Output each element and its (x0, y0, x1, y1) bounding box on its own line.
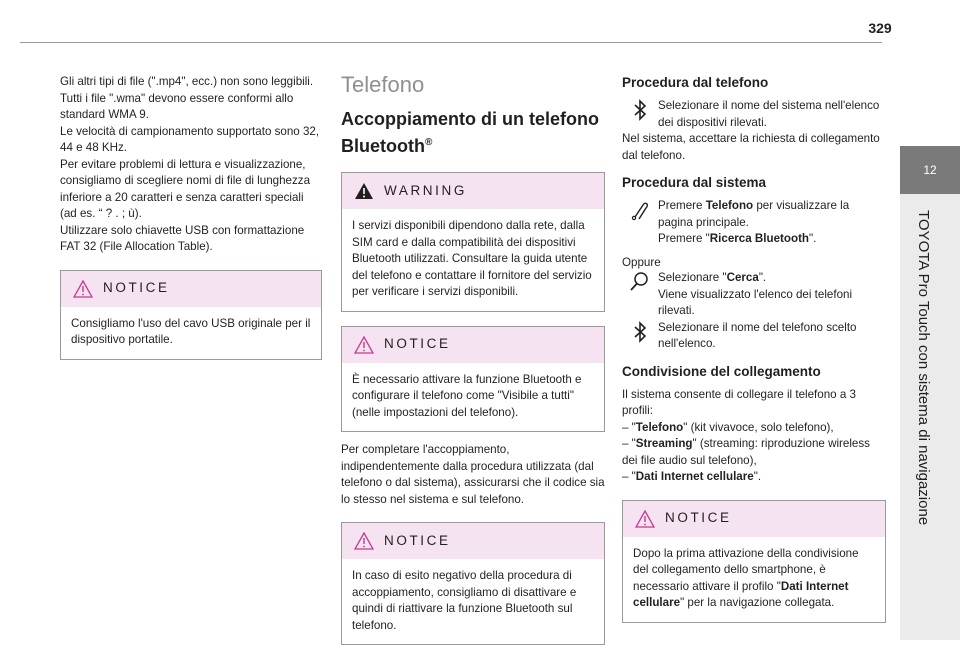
phone-step (622, 98, 886, 131)
touch-finger-icon (629, 199, 651, 221)
intro-line: Gli altri tipi di file (".mp4", ecc.) non sono leggibili. (60, 75, 314, 88)
step-bold: Cerca (726, 271, 759, 284)
warning-triangle-icon (354, 182, 374, 200)
profile-name: Telefono (635, 420, 684, 434)
notice-box (60, 270, 322, 360)
profile-dash: – " (622, 437, 636, 450)
intro-line: Tutti i file ".wma" devono essere conformi allo standard WMA 9. (60, 91, 294, 121)
notice-triangle-icon (354, 336, 374, 354)
notice-header (342, 523, 604, 559)
profile-name: Dati Internet cellulare (635, 470, 754, 483)
notice-text-bold: Dati Internet cellulare (633, 579, 849, 609)
share-intro: Il sistema consente di collegare il telefono a 3 profili: (622, 387, 856, 417)
notice-title: NOTICE (103, 280, 170, 296)
step-text: ". (758, 271, 767, 284)
column-1 (60, 74, 322, 360)
notice-box (341, 522, 605, 645)
section-title: Telefono (341, 72, 425, 97)
system-procedure-heading: Procedura dal sistema (622, 175, 767, 190)
notice-triangle-icon (73, 280, 93, 298)
warning-title: WARNING (384, 182, 467, 198)
notice-text (623, 537, 885, 622)
step-text: Premere " (658, 232, 710, 245)
warning-text: I servizi disponibili dipendono dalla rete, dalla SIM card e dalla compatibilità dei dispositivi Bluetooth utilizzati. Consultare la guida utente del telefono e contattare il fornitore del servizio per verificare i servizi disponibili. (352, 219, 592, 298)
step-text: Selezionare " (658, 271, 727, 284)
step-text: Premere (658, 199, 706, 212)
notice-text-part: Dopo la prima attivazione della condivisione del collegamento dello smartphone, è necessario attivare il profilo " (633, 546, 859, 593)
profile-dash: – " (622, 470, 636, 483)
share-heading: Condivisione del collegamento (622, 363, 821, 379)
select-phone-step (622, 320, 886, 353)
notice-triangle-icon (635, 510, 655, 528)
step-bold: Ricerca Bluetooth (709, 232, 810, 245)
warning-header (342, 173, 604, 209)
intro-line: Utilizzare solo chiavette USB con formattazione FAT 32 (File Allocation Table). (60, 223, 305, 253)
pairing-paragraph: Per completare l'accoppiamento, indipendentemente dalla procedura utilizzata (dal telefono o dal sistema), assicurarsi che il codice sia lo stesso nel sistema e sul telefono. (341, 443, 605, 506)
system-step (622, 198, 886, 248)
select-phone-text: Selezionare il nome del telefono scelto nell'elenco. (658, 320, 857, 350)
search-step (622, 254, 886, 320)
profile-desc: " (streaming: riproduzione wireless dei file audio sul telefono), (622, 437, 870, 467)
notice-text: In caso di esito negativo della procedura di accoppiamento, consigliamo di disattivare e quindi di riattivare la funzione Bluetooth sul telefono. (352, 569, 577, 632)
page-number: 329 (868, 20, 892, 36)
phone-procedure-heading: Procedura dal telefono (622, 75, 769, 90)
chapter-tab: 12 (900, 146, 960, 194)
notice-header (342, 327, 604, 363)
oppure-label: Oppure (622, 255, 661, 269)
notice-title: NOTICE (384, 336, 451, 352)
bluetooth-icon (633, 321, 647, 343)
profile-item (622, 469, 886, 486)
chapter-title: TOYOTA Pro Touch con sistema di navigazione (915, 210, 932, 526)
column-2 (341, 74, 605, 645)
intro-line: Per evitare problemi di lettura e visualizzazione, consigliamo di scegliere nomi di file di lunghezza inferiore a 20 caratteri e senza caratteri speciali (ad es. “ ? . ; ù). (60, 157, 311, 220)
profile-item (622, 436, 886, 469)
profile-desc: " (kit vivavoce, solo telefono), (683, 420, 834, 434)
notice-text-part: " per la navigazione collegata. (680, 596, 835, 609)
notice-title: NOTICE (384, 532, 451, 548)
profile-item (622, 420, 886, 437)
profile-dash: – " (622, 420, 636, 434)
search-result-text: Viene visualizzato l'elenco dei telefoni rilevati. (658, 287, 853, 317)
step-text: per visualizzare la pagina principale. (658, 199, 850, 229)
notice-triangle-icon (354, 532, 374, 550)
column-3 (622, 74, 886, 623)
phone-after-text: Nel sistema, accettare la richiesta di collegamento dal telefono. (622, 132, 880, 162)
notice-text: È necessario attivare la funzione Bluetooth e configurare il telefono come "Visibile a tutti" (nelle impostazioni del telefono). (352, 372, 582, 419)
phone-step-text: Selezionare il nome del sistema nell'elenco dei dispositivi rilevati. (658, 99, 880, 129)
pairing-heading (341, 108, 605, 158)
notice-box (622, 500, 886, 623)
profile-desc: ". (753, 470, 762, 483)
search-magnifier-icon (628, 271, 650, 293)
registered-mark: ® (424, 137, 433, 148)
search-step-text (658, 254, 886, 320)
system-step-text (658, 198, 886, 248)
warning-box (341, 172, 605, 312)
notice-title: NOTICE (665, 510, 732, 526)
profile-name: Streaming (635, 437, 693, 450)
pairing-heading-text: Accoppiamento di un telefono Bluetooth (341, 109, 600, 156)
intro-line: Le velocità di campionamento supportato sono 32, 44 e 48 KHz. (60, 124, 320, 154)
notice-header (61, 271, 321, 307)
notice-text: Consigliamo l'uso del cavo USB originale per il dispositivo portatile. (71, 316, 311, 346)
top-rule (20, 42, 882, 43)
bluetooth-icon (633, 99, 647, 121)
notice-box (341, 326, 605, 433)
notice-header (623, 501, 885, 537)
step-text: ". (809, 232, 817, 245)
step-bold: Telefono (705, 199, 754, 212)
